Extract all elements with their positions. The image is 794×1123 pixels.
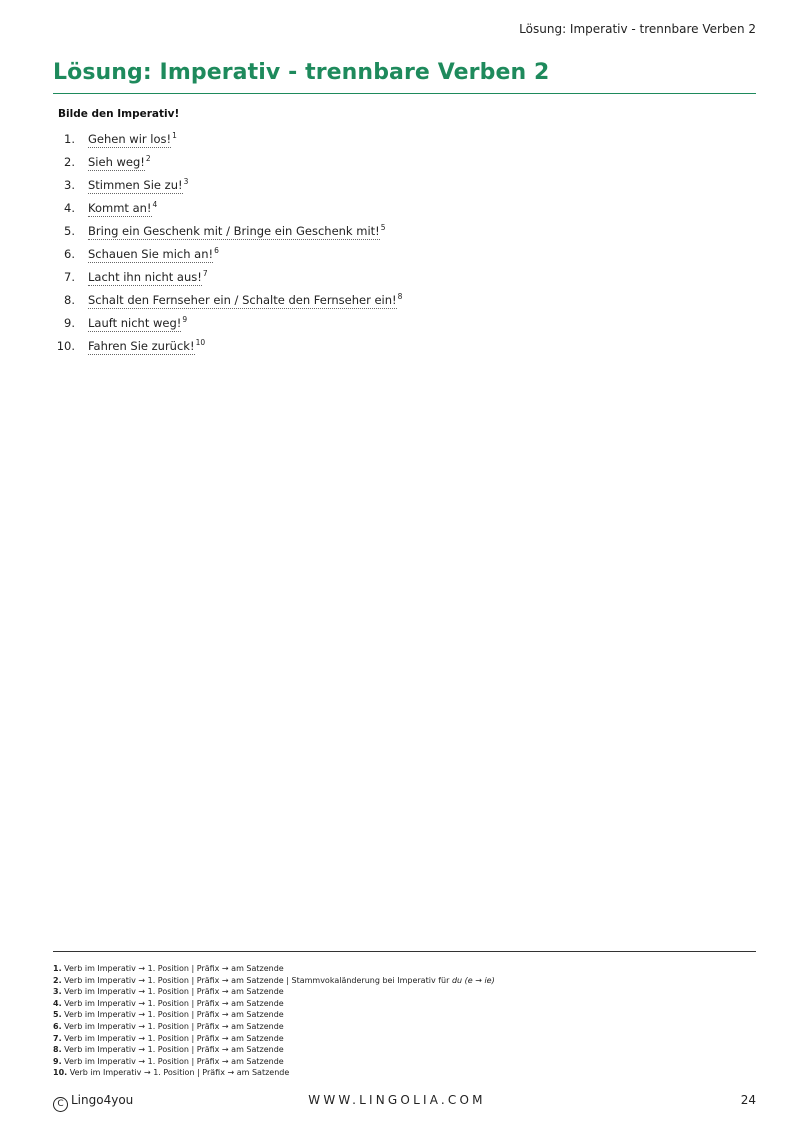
answer-text: Lacht ihn nicht aus! bbox=[88, 270, 202, 284]
footnote-reference: 1 bbox=[172, 131, 177, 141]
footnote bbox=[53, 1056, 495, 1068]
answer-text: Bring ein Geschenk mit / Bringe ein Geschenk mit! bbox=[88, 224, 380, 238]
footnote bbox=[53, 963, 495, 975]
answer-text: Gehen wir los! bbox=[88, 132, 172, 146]
footnote-number: 5. bbox=[53, 1010, 62, 1020]
list-item bbox=[50, 153, 402, 176]
item-number: 5. bbox=[64, 224, 75, 238]
footnote-number: 2. bbox=[53, 975, 62, 985]
footer-website: WWW.LINGOLIA.COM bbox=[308, 1093, 486, 1107]
footnote-reference: 4 bbox=[152, 200, 158, 210]
page-number: 24 bbox=[740, 1093, 756, 1107]
item-number: 7. bbox=[64, 270, 75, 284]
footnote-text: Verb im Imperativ → 1. Position | Präfix → am Satzende | Stammvokaländerung bei Imperativ für bbox=[64, 975, 452, 985]
item-number: 9. bbox=[64, 316, 75, 330]
copyright-icon: C bbox=[53, 1097, 68, 1112]
list-item bbox=[50, 176, 402, 199]
footnote-reference: 6 bbox=[214, 246, 219, 256]
footnote bbox=[53, 998, 495, 1010]
footnote-text: Verb im Imperativ → 1. Position | Präfix → am Satzende bbox=[69, 1068, 290, 1078]
exercise-list bbox=[50, 130, 402, 360]
item-number: 1. bbox=[64, 132, 75, 146]
answer-text: Schalt den Fernseher ein / Schalte den Fernseher ein! bbox=[88, 293, 397, 307]
footnote-reference: 9 bbox=[182, 315, 188, 325]
running-header: Lösung: Imperativ - trennbare Verben 2 bbox=[519, 22, 756, 36]
footnote-reference: 10 bbox=[195, 338, 206, 348]
list-item bbox=[50, 130, 402, 153]
list-item bbox=[50, 337, 402, 360]
footnote bbox=[53, 1067, 495, 1079]
item-number: 8. bbox=[64, 293, 75, 307]
item-number: 3. bbox=[64, 178, 75, 192]
answer-text: Sieh weg! bbox=[88, 155, 145, 169]
list-item bbox=[50, 291, 402, 314]
footnote-number: 4. bbox=[53, 998, 62, 1008]
footnote-text: Verb im Imperativ → 1. Position | Präfix → am Satzende bbox=[64, 1033, 284, 1043]
list-item bbox=[50, 222, 402, 245]
footnote-text: Verb im Imperativ → 1. Position | Präfix → am Satzende bbox=[64, 1045, 284, 1055]
answer-text: Fahren Sie zurück! bbox=[88, 339, 195, 353]
footnote-reference: 5 bbox=[380, 223, 386, 233]
footnote bbox=[53, 986, 495, 998]
footnote-text: Verb im Imperativ → 1. Position | Präfix → am Satzende bbox=[64, 987, 284, 997]
footnote bbox=[53, 1044, 495, 1056]
list-item bbox=[50, 199, 402, 222]
item-number: 4. bbox=[64, 201, 75, 215]
answer-text: Schauen Sie mich an! bbox=[88, 247, 214, 261]
list-item bbox=[50, 245, 402, 268]
footnote bbox=[53, 975, 495, 987]
item-number: 6. bbox=[64, 247, 75, 261]
footnote bbox=[53, 1009, 495, 1021]
footnote-divider bbox=[53, 951, 756, 952]
footnote-emphasis: du (e → ie) bbox=[451, 975, 495, 985]
footnote-number: 6. bbox=[53, 1021, 62, 1031]
footnote-text: Verb im Imperativ → 1. Position | Präfix → am Satzende bbox=[64, 964, 284, 973]
footnote-reference: 3 bbox=[183, 177, 189, 187]
footnote-number: 7. bbox=[53, 1033, 62, 1043]
footnote-text: Verb im Imperativ → 1. Position | Präfix → am Satzende bbox=[64, 1010, 284, 1020]
answer-text: Kommt an! bbox=[88, 201, 152, 215]
answer-text: Stimmen Sie zu! bbox=[88, 178, 183, 192]
footnote bbox=[53, 1033, 495, 1045]
footnote-text: Verb im Imperativ → 1. Position | Präfix → am Satzende bbox=[64, 1056, 284, 1066]
footnote bbox=[53, 1021, 495, 1033]
footnote-number: 9. bbox=[53, 1056, 62, 1066]
exercise-instruction: Bilde den Imperativ! bbox=[58, 108, 180, 120]
footnote-reference: 7 bbox=[202, 269, 208, 279]
footnote-number: 3. bbox=[53, 987, 62, 997]
footnote-number: 10. bbox=[53, 1068, 68, 1078]
title-divider bbox=[53, 93, 756, 94]
item-number: 2. bbox=[64, 155, 75, 169]
footnote-number: 1. bbox=[53, 964, 62, 973]
item-number: 10. bbox=[56, 339, 75, 353]
list-item bbox=[50, 268, 402, 291]
copyright-text: Lingo4you bbox=[71, 1093, 134, 1107]
footnote-reference: 2 bbox=[145, 154, 151, 164]
list-item bbox=[50, 314, 402, 337]
footnotes bbox=[53, 963, 495, 1079]
footnote-text: Verb im Imperativ → 1. Position | Präfix → am Satzende bbox=[64, 998, 284, 1008]
answer-text: Lauft nicht weg! bbox=[88, 316, 182, 330]
footnote-number: 8. bbox=[53, 1045, 62, 1055]
footnote-text: Verb im Imperativ → 1. Position | Präfix → am Satzende bbox=[64, 1021, 284, 1031]
page-title: Lösung: Imperativ - trennbare Verben 2 bbox=[53, 60, 550, 85]
footnote-reference: 8 bbox=[397, 292, 403, 302]
